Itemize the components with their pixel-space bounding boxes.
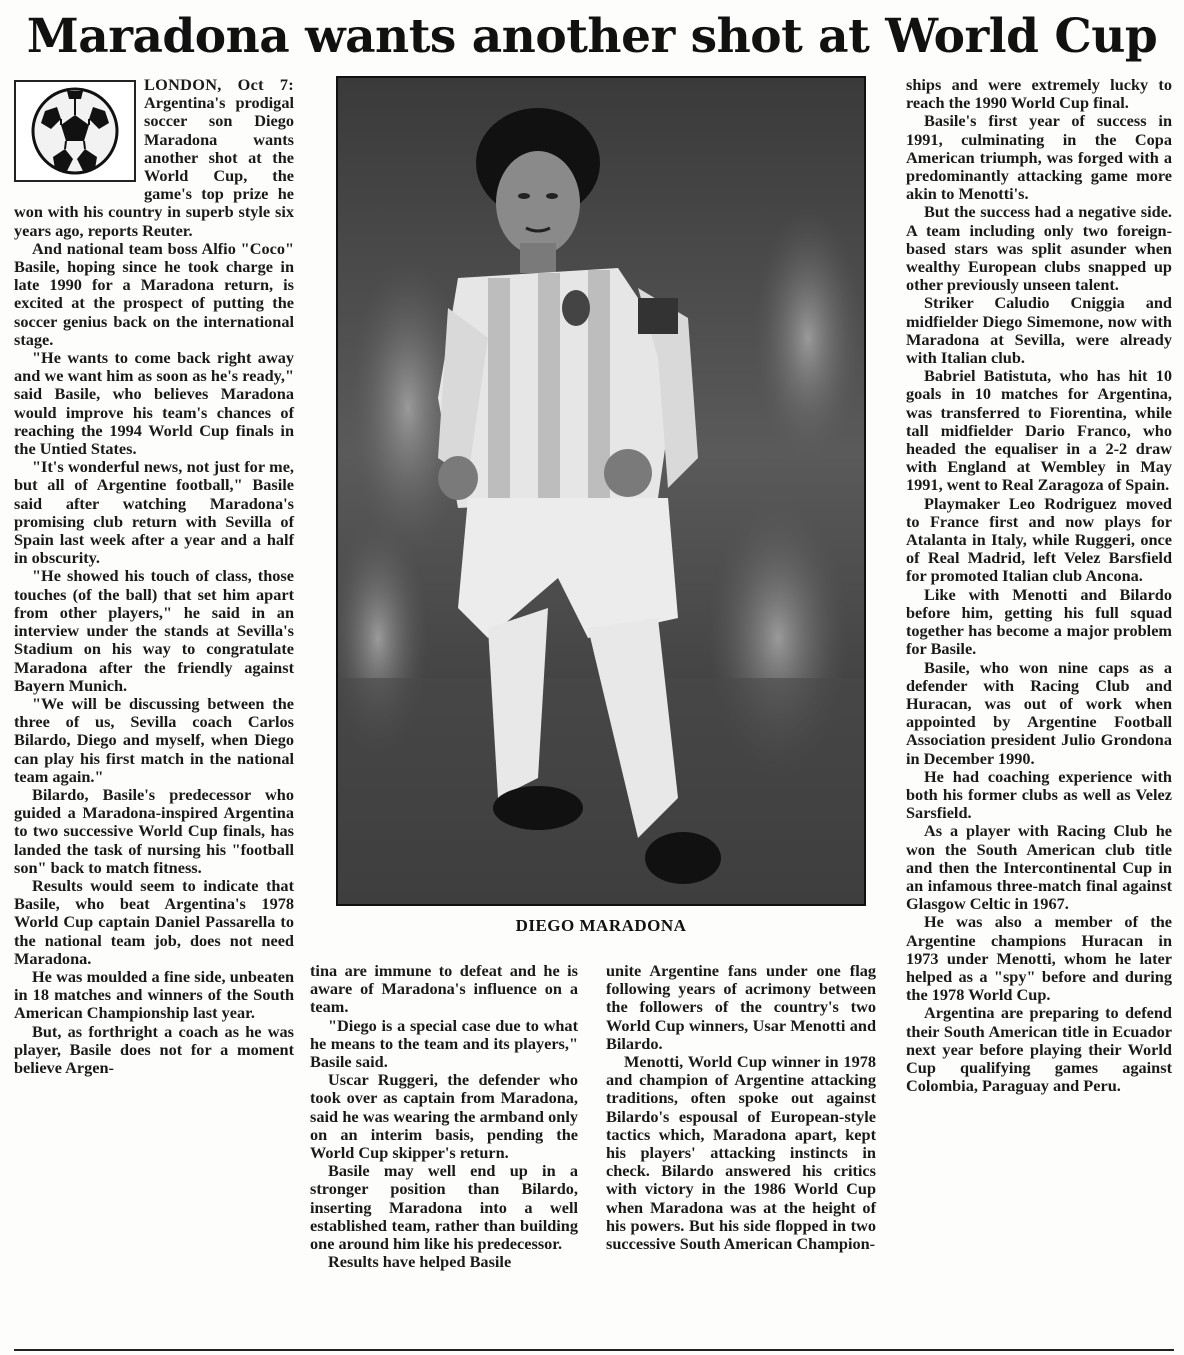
article-paragraph: Menotti, World Cup winner in 1978 and champion of Argentine attacking traditions, often spoke out against Bilardo's espousal of European-style tactics which, Maradona apart, kept his players' attacking instincts in check. Bilardo answered his critics with victory in the 1986 World Cup when Maradona was at the height of his powers. But his side flopped in two successive South American Champion-: [606, 1052, 876, 1254]
article-paragraph: Results would seem to indicate that Basile, who beat Argentina's 1978 World Cup captain Daniel Passarella to the national team job, does not need Maradona.: [14, 875, 294, 968]
article-paragraph: Babriel Batistuta, who has hit 10 goals in 10 matches for Argentina, was transferred to Fiorentina, while tall midfielder Dario Franco, who headed the equaliser in a 2-2 draw with England at Wembley in May 1991, went to Real Zaragoza of Spain.: [906, 366, 1172, 495]
article-column-4: [906, 76, 1172, 1095]
article-paragraph: Basile's first year of success in 1991, culminating in the Copa American triumph, was forged with a predominantly attacking game more akin to Menotti's.: [906, 111, 1172, 204]
lead-text: Argentina's prodigal soccer son Diego Maradona wants another shot at the World Cup, the game's top prize he won with his country in superb style six years ago, reports Reuter.: [14, 93, 294, 240]
soccer-ball-icon: [14, 80, 136, 182]
article-paragraph: "It's wonderful news, not just for me, but all of Argentine football," Basile said after watching Maradona's promising club return with Sevilla of Spain last week after a year and a half in obscurity.: [14, 457, 294, 568]
article-paragraph: As a player with Racing Club he won the South American club title and then the Intercontinental Cup in an infamous three-match final against Glasgow Celtic in 1967.: [906, 821, 1172, 914]
article-paragraph: He was moulded a fine side, unbeaten in 18 matches and winners of the South American Championship last year.: [14, 966, 294, 1023]
article-paragraph: Bilardo, Basile's predecessor who guided a Maradona-inspired Argentina to two successive World Cup finals, has landed the task of nursing his "football son" back to match fitness.: [14, 784, 294, 877]
article-paragraph: And national team boss Alfio "Coco" Basile, hoping since he took charge in late 1990 for a Maradona return, is excited at the prospect of putting the soccer genius back on the international stage.: [14, 238, 294, 349]
article-paragraph: ships and were extremely lucky to reach the 1990 World Cup final.: [906, 75, 1172, 113]
headline: Maradona wants another shot at World Cup: [26, 9, 1158, 64]
dateline: LONDON, Oct 7:: [144, 75, 294, 94]
article-paragraph: He was also a member of the Argentine champions Huracan in 1973 under Menotti, whom he later helped as a "spy" before and during the 1978 World Cup.: [906, 912, 1172, 1005]
article-paragraph: Basile may well end up in a stronger position than Bilardo, inserting Maradona into a well established team, rather than building one around him like his predecessor.: [310, 1161, 578, 1254]
article-column-3: [606, 962, 876, 1253]
article-column-2: [310, 962, 578, 1271]
article-column-1: [14, 76, 294, 1077]
article-paragraph: Results have helped Basile: [328, 1252, 512, 1272]
photo-caption: DIEGO MARADONA: [515, 916, 687, 935]
article-paragraph: "We will be discussing between the three of us, Sevilla coach Carlos Bilardo, Diego and myself, when Diego can play his first match in the national team again.": [14, 693, 294, 786]
bottom-rule: [14, 1349, 1174, 1351]
article-paragraph: But the success had a negative side. A team including only two foreign-based stars was split asunder when wealthy European clubs snapped up other previously unseen talent.: [906, 202, 1172, 295]
article-paragraph: Like with Menotti and Bilardo before him, getting his full squad together has become a major problem for Basile.: [906, 584, 1172, 659]
article-paragraph: He had coaching experience with both his former clubs as well as Velez Sarsfield.: [906, 766, 1172, 823]
article-paragraph: "He showed his touch of class, those touches (of the ball) that set him apart from other players," he said in an interview under the stands at Sevilla's Stadium on his way to congratulate Maradona after the friendly against Bayern Munich.: [14, 566, 294, 695]
article-paragraph: Playmaker Leo Rodriguez moved to France first and now plays for Atalanta in Italy, while Ruggeri, once of Real Madrid, left Velez Barsfield for promoted Italian club Ancona.: [906, 493, 1172, 586]
article-paragraph: "Diego is a special case due to what he means to the team and its players," Basile said.: [310, 1015, 578, 1072]
article-paragraph: Basile, who won nine caps as a defender with Racing Club and Huracan, was out of work when appointed by Argentine Football Association president Julio Grondona in December 1990.: [906, 657, 1172, 768]
article-paragraph: Uscar Ruggeri, the defender who took over as captain from Maradona, said he was wearing the armband only on an interim basis, pending the World Cup skipper's return.: [310, 1070, 578, 1163]
article-paragraph: Striker Caludio Cniggia and midfielder Diego Simemone, now with Maradona at Sevilla, were already with Italian club.: [906, 293, 1172, 368]
article-paragraph: unite Argentine fans under one flag following years of acrimony between the followers of the country's two World Cup winners, Usar Menotti and Bilardo.: [606, 961, 876, 1053]
article-paragraph: But, as forthright a coach as he was player, Basile does not for a moment believe Argen-: [14, 1021, 294, 1077]
article-paragraph: Argentina are preparing to defend their South American title in Ecuador next year before playing their World Cup qualifying games against Colombia, Paraguay and Peru.: [906, 1003, 1172, 1096]
article-paragraph: tina are immune to defeat and he is aware of Maradona's influence on a team.: [310, 961, 578, 1017]
article-paragraph: "He wants to come back right away and we want him as soon as he's ready," said Basile, who believes Maradona would improve his team's chances of reaching the 1994 World Cup finals in the Untied States.: [14, 348, 294, 459]
player-photo: [336, 76, 866, 906]
